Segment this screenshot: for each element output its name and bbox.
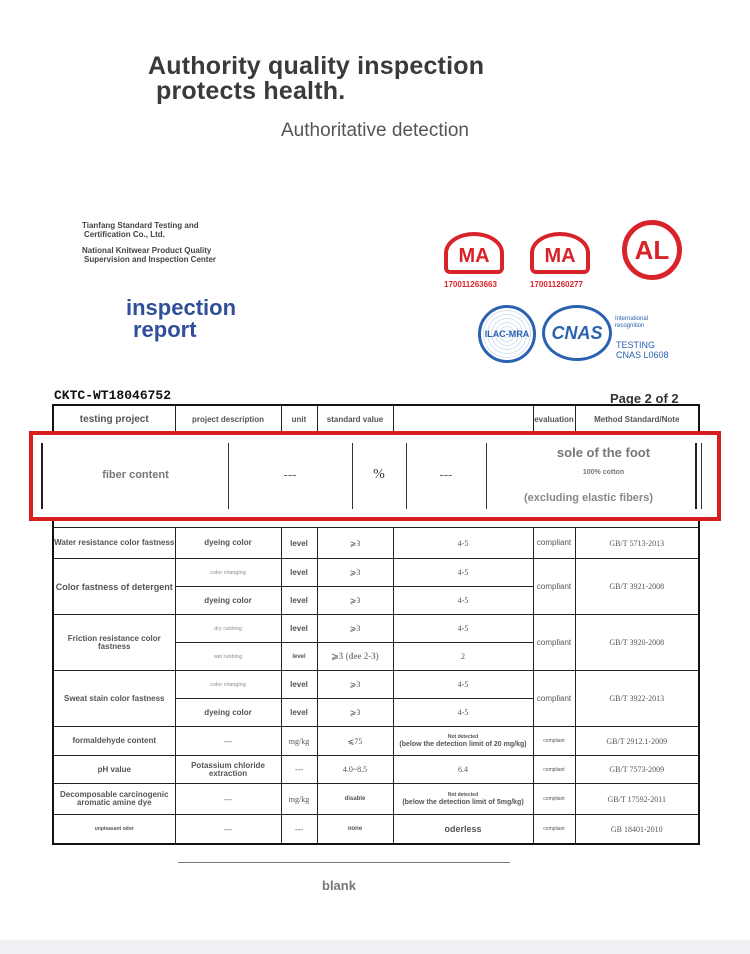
method-cell: GB/T 2912.1-2009 (575, 727, 699, 756)
cnas-note-line-2: recognition (615, 323, 645, 329)
cma-seal-1-icon: MA (444, 232, 504, 274)
desc-cell: color changing (175, 671, 281, 699)
method-cell: GB 18401-2010 (575, 815, 699, 845)
method-cell: GB/T 7573-2009 (575, 756, 699, 784)
project-detergent: Color fastness of detergent (53, 559, 175, 615)
report-title-line-2: report (133, 317, 197, 342)
unit-cell: --- (281, 756, 317, 784)
result-cell (393, 784, 533, 815)
fiber-result-note: (excluding elastic fibers) (524, 492, 653, 504)
report-number: CKTC-WT18046752 (54, 388, 172, 403)
table-row (53, 528, 699, 559)
standard-cell: ⩽75 (317, 727, 393, 756)
table-header-row (53, 405, 699, 433)
result-cell: 6.4 (393, 756, 533, 784)
subhead: Authoritative detection (280, 120, 469, 141)
cnas-logo-icon: CNAS (542, 305, 612, 361)
desc-cell: dry rubbing (175, 615, 281, 643)
header-testing-project: testing project (53, 405, 175, 433)
blank-label: blank (322, 878, 356, 893)
cal-seal-icon: AL (622, 220, 682, 280)
result-cell: 4-5 (393, 587, 533, 615)
evaluation-cell: compliant (533, 784, 575, 815)
unit-cell: level (281, 559, 317, 587)
desc-cell: dyeing color (175, 587, 281, 615)
standard-cell: ⩾3 (317, 671, 393, 699)
table-row (53, 815, 699, 845)
table-row (53, 756, 699, 784)
header-result (393, 405, 533, 433)
project-friction: Friction resistance color fastness (53, 615, 175, 671)
standard-cell: ⩾3 (317, 587, 393, 615)
result-cell: 4-5 (393, 699, 533, 727)
org-center (82, 246, 216, 264)
result-detail: (below the detection limit of 20 mg/kg) (399, 741, 527, 748)
desc-cell: dyeing color (175, 699, 281, 727)
result-cell: 2 (393, 643, 533, 671)
fiber-result-title: sole of the foot (556, 445, 651, 460)
result-cell: oderless (393, 815, 533, 845)
project-aromatic-amine: Decomposable carcinogenic aromatic amine dye (53, 784, 175, 815)
unit-cell: level (281, 587, 317, 615)
desc-cell: color changing (175, 559, 281, 587)
footer-band (0, 940, 750, 954)
method-cell: GB/T 5713-2013 (575, 528, 699, 559)
cma-seal-2-number: 170011260277 (530, 280, 583, 289)
result-cell (393, 727, 533, 756)
result-cell: 4-5 (393, 528, 533, 559)
page-indicator: Page 2 of 2 (610, 391, 679, 406)
desc-cell: wet rubbing (175, 643, 281, 671)
table-row (53, 671, 699, 699)
header-unit: unit (281, 405, 317, 433)
ilac-mra-icon: ILAC-MRA (478, 305, 536, 363)
org-line-3: National Knitwear Product Quality (82, 246, 212, 255)
end-divider (178, 862, 510, 863)
desc-cell: --- (175, 784, 281, 815)
desc-cell: dyeing color (175, 528, 281, 559)
standard-cell: ⩾3 (dee 2-3) (317, 643, 393, 671)
report-title (126, 297, 236, 341)
project-ph: pH value (53, 756, 175, 784)
table-row (53, 727, 699, 756)
cnas-note-line-1: International (615, 316, 649, 322)
project-formaldehyde: formaldehyde content (53, 727, 175, 756)
unit-cell: level (281, 528, 317, 559)
result-cell: 4-5 (393, 559, 533, 587)
evaluation-cell: compliant (533, 727, 575, 756)
result-detail: (below the detection limit of 5mg/kg) (402, 799, 524, 806)
org-line-2: Certification Co., Ltd. (84, 230, 165, 239)
cma-seal-2-icon: MA (530, 232, 590, 274)
testing-line-2: CNAS L0608 (616, 350, 669, 360)
result-status: Not detected (447, 734, 479, 740)
standard-cell: 4.0~8.5 (317, 756, 393, 784)
project-odor: unpleasant odor (53, 815, 175, 845)
evaluation-cell: compliant (533, 528, 575, 559)
fiber-standard-value: --- (439, 467, 453, 482)
unit-cell: level (281, 615, 317, 643)
fiber-desc-value: --- (283, 467, 297, 482)
fiber-project-cell (43, 443, 229, 509)
project-water-resistance: Water resistance color fastness (53, 528, 175, 559)
result-cell: 4-5 (393, 615, 533, 643)
evaluation-cell: compliant (533, 756, 575, 784)
headline-line-1: Authority quality inspection (148, 52, 485, 80)
desc-cell: --- (175, 727, 281, 756)
project-sweat-stain: Sweat stain color fastness (53, 671, 175, 727)
unit-cell: mg/kg (281, 727, 317, 756)
fiber-result-value: 100% cotton (582, 469, 625, 476)
result-status: Not detected (447, 792, 479, 798)
org-name (82, 221, 199, 239)
header-standard-value: standard value (317, 405, 393, 433)
standard-cell: ⩾3 (317, 615, 393, 643)
standard-cell: ⩾3 (317, 699, 393, 727)
org-line-4: Supervision and Inspection Center (84, 255, 217, 264)
testing-line-1: TESTING (616, 340, 656, 350)
report-title-line-1: inspection (126, 295, 237, 320)
org-line-1: Tianfang Standard Testing and (82, 221, 199, 230)
fiber-content-highlight (29, 431, 721, 521)
fiber-standard-cell (406, 443, 487, 509)
method-cell: GB/T 17592-2011 (575, 784, 699, 815)
standard-cell: ⩾3 (317, 559, 393, 587)
fiber-unit-value: % (373, 467, 385, 482)
table-row (53, 784, 699, 815)
header-project-description: project description (175, 405, 281, 433)
unit-cell: level (281, 699, 317, 727)
unit-cell: level (281, 643, 317, 671)
fiber-content-row (41, 443, 697, 509)
standard-cell: ⩾3 (317, 528, 393, 559)
method-cell: GB/T 3922-2013 (575, 671, 699, 727)
standard-cell: disable (317, 784, 393, 815)
evaluation-cell: compliant (533, 671, 575, 727)
evaluation-cell: compliant (533, 559, 575, 615)
fiber-result-cell (486, 443, 702, 509)
fiber-project-label: fiber content (102, 469, 169, 481)
result-cell: 4-5 (393, 671, 533, 699)
fiber-unit-cell (352, 443, 407, 509)
headline-line-2: protects health. (156, 77, 346, 105)
desc-cell: --- (175, 815, 281, 845)
method-cell: GB/T 3920-2008 (575, 615, 699, 671)
unit-cell: level (281, 671, 317, 699)
evaluation-cell: compliant (533, 615, 575, 671)
table-row (53, 615, 699, 643)
header-method: Method Standard/Note (575, 405, 699, 433)
unit-cell: mg/kg (281, 784, 317, 815)
standard-cell: none (317, 815, 393, 845)
testing-label (616, 340, 669, 360)
cma-seal-1-number: 170011263663 (444, 280, 497, 289)
method-cell: GB/T 3921-2008 (575, 559, 699, 615)
headline (148, 54, 484, 104)
desc-cell: Potassium chloride extraction (175, 756, 281, 784)
fiber-desc-cell (228, 443, 353, 509)
header-evaluation: evaluation (533, 405, 575, 433)
table-row (53, 559, 699, 587)
unit-cell: --- (281, 815, 317, 845)
evaluation-cell: compliant (533, 815, 575, 845)
cnas-note (615, 316, 648, 330)
